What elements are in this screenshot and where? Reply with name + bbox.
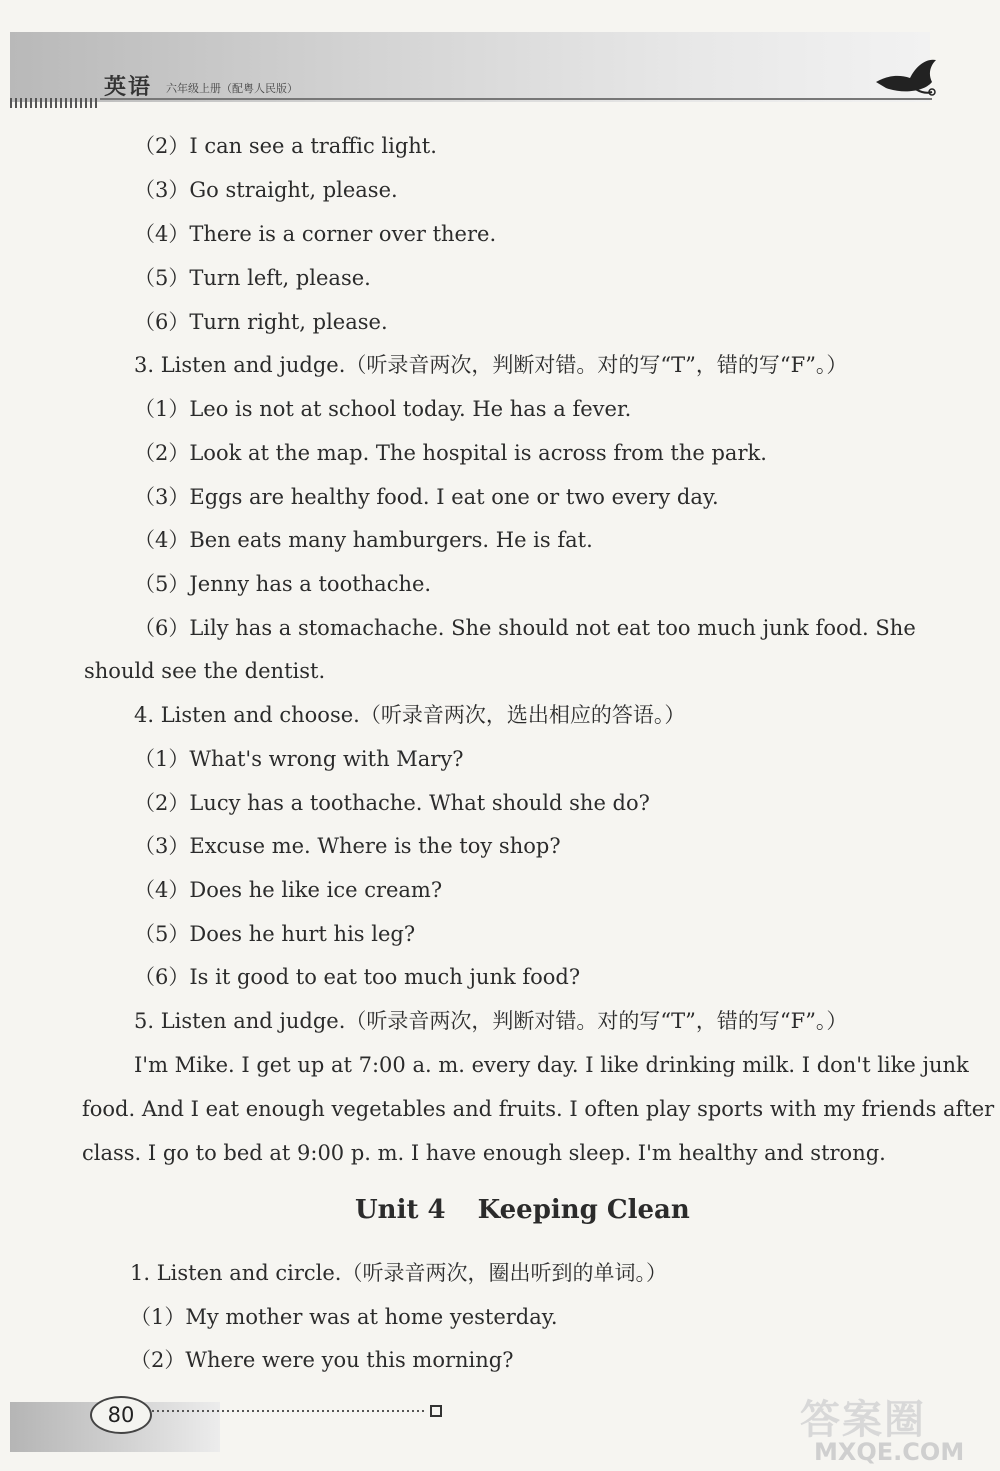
listen-item-2-4: （4）There is a corner over there.	[134, 222, 497, 246]
judge-item-3-5: （5）Jenny has a toothache.	[134, 572, 432, 596]
judge-item-3-3: （3）Eggs are healthy food. I eat one or two every day.	[134, 485, 719, 509]
header-subject: 英语	[104, 74, 153, 100]
listen-item-2-3: （3）Go straight, please.	[134, 178, 398, 202]
passage-line-1: I'm Mike. I get up at 7:00 a. m. every day. I like drinking milk. I don't like junk	[134, 1053, 969, 1077]
page-number: 80	[90, 1396, 152, 1434]
listen-item-2-5: （5）Turn left, please.	[134, 266, 371, 290]
header-tick-rule	[10, 98, 100, 108]
bird-icon	[872, 52, 940, 98]
footer-dotted-rule	[152, 1410, 426, 1412]
section-4-heading: 4. Listen and choose.（听录音两次，选出相应的答语。）	[134, 703, 686, 727]
listen-item-2-2: （2）I can see a traffic light.	[134, 134, 437, 158]
section-5-heading: 5. Listen and judge.（听录音两次，判断对错。对的写“T”，错的写“F”。）	[134, 1009, 848, 1033]
judge-item-3-6-cont: should see the dentist.	[84, 659, 326, 683]
unit-heading	[355, 1195, 690, 1225]
circle-item-1-1: （1）My mother was at home yesterday.	[130, 1305, 558, 1329]
passage-line-2: food. And I eat enough vegetables and fruits. I often play sports with my friends after	[82, 1097, 995, 1121]
choose-item-4-3: （3）Excuse me. Where is the toy shop?	[134, 834, 561, 858]
choose-item-4-4: （4）Does he like ice cream?	[134, 878, 443, 902]
judge-item-3-1: （1）Leo is not at school today. He has a fever.	[134, 397, 632, 421]
header-grade: 六年级上册（配粤人民版）	[166, 82, 298, 95]
circle-item-1-2: （2）Where were you this morning?	[130, 1348, 514, 1372]
unit-title: Keeping Clean	[477, 1195, 690, 1225]
judge-item-3-4: （4）Ben eats many hamburgers. He is fat.	[134, 528, 593, 552]
listen-item-2-6: （6）Turn right, please.	[134, 310, 388, 334]
choose-item-4-6: （6）Is it good to eat too much junk food?	[134, 965, 581, 989]
watermark-url: MXQE.COM	[814, 1438, 965, 1466]
judge-item-3-6: （6）Lily has a stomachache. She should not eat too much junk food. She	[134, 616, 916, 640]
section-3-heading: 3. Listen and judge.（听录音两次，判断对错。对的写“T”，错的写“F”。）	[134, 353, 848, 377]
unit-number: Unit 4	[355, 1195, 446, 1225]
footer-square-icon	[430, 1405, 442, 1417]
header-rule	[100, 98, 932, 100]
choose-item-4-5: （5）Does he hurt his leg?	[134, 922, 416, 946]
choose-item-4-2: （2）Lucy has a toothache. What should she do?	[134, 791, 650, 815]
unit4-section-1-heading: 1. Listen and circle.（听录音两次，圈出听到的单词。）	[130, 1261, 667, 1285]
choose-item-4-1: （1）What's wrong with Mary?	[134, 747, 464, 771]
passage-line-3: class. I go to bed at 9:00 p. m. I have enough sleep. I'm healthy and strong.	[82, 1141, 886, 1165]
watermark-brand: 答案圈	[800, 1397, 926, 1443]
judge-item-3-2: （2）Look at the map. The hospital is across from the park.	[134, 441, 767, 465]
